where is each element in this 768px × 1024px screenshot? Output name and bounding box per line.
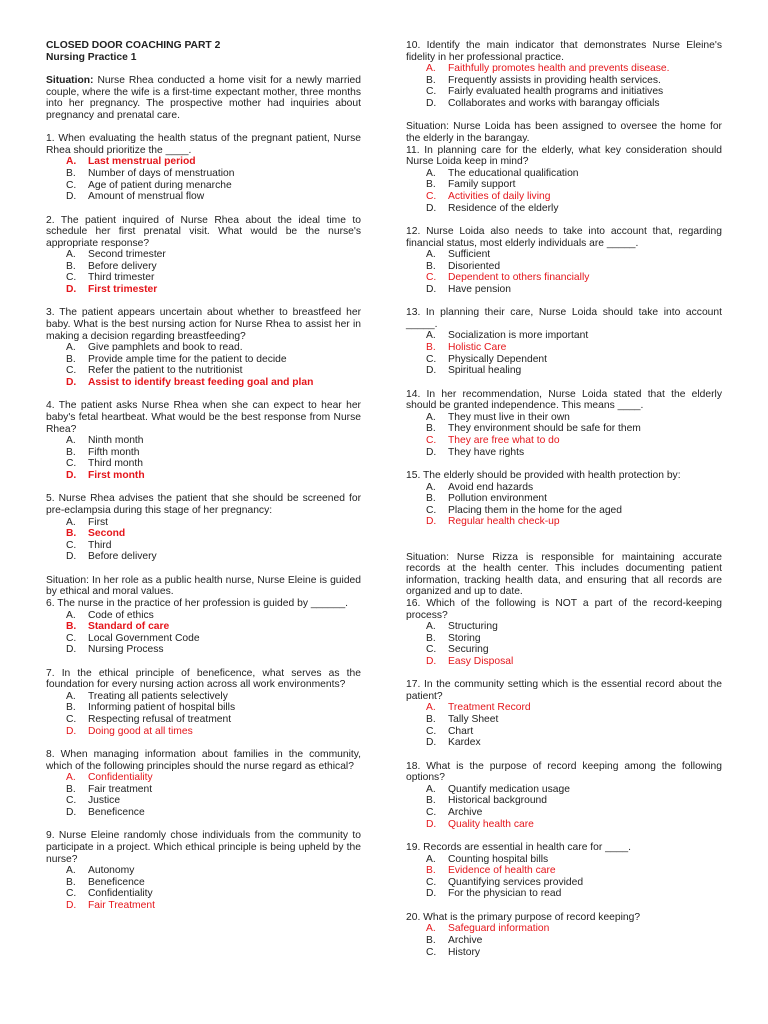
option-9a: A. Autonomy [66, 865, 135, 877]
option-18b: B. Historical background [426, 795, 548, 807]
option-16d: D. Easy Disposal [426, 655, 514, 667]
option-4d: D. First month [66, 469, 145, 481]
option-3b: B. Provide ample time for the patient to decide [66, 353, 287, 365]
question-15: 15. The elderly should be provided with health protection by: [406, 469, 681, 481]
option-8b: B. Fair treatment [66, 783, 153, 795]
option-10c: C. Fairly evaluated health programs and initiatives [426, 86, 664, 98]
option-13a: A. Socialization is more important [426, 330, 589, 342]
option-12b: B. Disoriented [426, 260, 501, 272]
option-15a: A. Avoid end hazards [426, 481, 534, 493]
option-19b: B. Evidence of health care [426, 865, 556, 877]
option-11b: B. Family support [426, 179, 516, 191]
option-17b: B. Tally Sheet [426, 714, 499, 726]
option-20c: C. History [426, 946, 481, 958]
option-5d: D. Before delivery [66, 551, 157, 563]
option-19a: A. Counting hospital bills [426, 853, 549, 865]
question-20: 20. What is the primary purpose of record keeping? [406, 911, 641, 923]
option-16c: C. Securing [426, 644, 489, 656]
option-9d: D. Fair Treatment [66, 899, 155, 911]
option-7a: A. Treating all patients selectively [66, 690, 228, 702]
option-2d: D. First trimester [66, 284, 158, 296]
option-11c: C. Activities of daily living [426, 190, 551, 202]
option-16a: A. Structuring [426, 621, 498, 633]
option-14d: D. They have rights [426, 446, 525, 458]
option-12a: A. Sufficient [426, 249, 491, 261]
situation-label: Situation: [46, 74, 94, 86]
question-17: 17. In the community setting which is the essential record about the patient? [406, 679, 722, 702]
option-5a: A. First [66, 516, 109, 528]
option-4a: A. Ninth month [66, 435, 144, 447]
option-9b: B. Beneficence [66, 876, 145, 888]
document-subtitle: Nursing Practice 1 [46, 51, 137, 63]
option-11d: D. Residence of the elderly [426, 202, 559, 214]
document-title: CLOSED DOOR COACHING PART 2 [46, 40, 221, 51]
question-2: 2. The patient inquired of Nurse Rhea about the ideal time to schedule her first prenatal visit. What would be the nurse's appropriate response? [46, 214, 361, 249]
option-13d: D. Spiritual healing [426, 365, 522, 377]
right-column [406, 40, 722, 958]
option-16b: B. Storing [426, 632, 481, 644]
option-4b: B. Fifth month [66, 446, 140, 458]
option-5c: C. Third [66, 539, 112, 551]
option-12d: D. Have pension [426, 283, 511, 295]
option-8c: C. Justice [66, 795, 121, 807]
question-4: 4. The patient asks Nurse Rhea when she can expect to hear her baby's fetal heartbeat. What would be the best response from Nurse Rhea? [46, 400, 361, 435]
option-10d: D. Collaborates and works with barangay officials [426, 97, 660, 109]
option-8d: D. Beneficence [66, 807, 145, 819]
question-1: 1. When evaluating the health status of the pregnant patient, Nurse Rhea should prioritize the ____. [46, 133, 361, 156]
option-7d: D. Doing good at all times [66, 725, 193, 737]
option-1d: D. Amount of menstrual flow [66, 191, 205, 203]
option-11a: A. The educational qualification [426, 167, 579, 179]
option-18a: A. Quantify medication usage [426, 783, 570, 795]
option-8a: A. Confidentiality [66, 772, 153, 784]
option-14c: C. They are free what to do [426, 435, 560, 446]
situation-3: Situation: Nurse Loida has been assigned to oversee the home for the elderly in the barangay. [406, 121, 722, 144]
option-6d: D. Nursing Process [66, 644, 164, 656]
option-1a: A. Last menstrual period [66, 156, 196, 168]
option-15c: C. Placing them in the home for the aged [426, 504, 623, 516]
situation-1 [46, 75, 361, 121]
option-20a: A. Safeguard information [426, 923, 550, 935]
situation-4: Situation: Nurse Rizza is responsible for maintaining accurate records at the health center. This includes documenting patient information, tracking health data, and ensuring that all records are organized and up to date. [406, 551, 722, 598]
option-9c: C. Confidentiality [66, 888, 153, 900]
option-10a: A. Faithfully promotes health and prevents disease. [426, 63, 670, 75]
question-5: 5. Nurse Rhea advises the patient that she should be screened for pre-eclampsia during this stage of her pregnancy: [46, 493, 361, 516]
option-5b: B. Second [66, 528, 126, 540]
question-10: 10. Identify the main indicator that demonstrates Nurse Eleine's fidelity in her professional practice. [406, 40, 722, 63]
option-2c: C. Third trimester [66, 272, 155, 284]
option-1c: C. Age of patient during menarche [66, 179, 232, 191]
option-18d: D. Quality health care [426, 818, 534, 830]
option-6b: B. Standard of care [66, 621, 170, 633]
option-14b: B. They environment should be safe for them [426, 423, 641, 435]
option-19d: D. For the physician to read [426, 888, 562, 900]
option-6a: A. Code of ethics [66, 609, 154, 621]
question-14: 14. In her recommendation, Nurse Loida stated that the elderly should be granted independence. This means ____. [406, 388, 722, 412]
question-18: 18. What is the purpose of record keeping among the following options? [406, 760, 722, 784]
option-15b: B. Pollution environment [426, 493, 548, 505]
question-3: 3. The patient appears uncertain about whether to breastfeed her baby. What is the best nursing action for Nurse Rhea to assist her in making a decision regarding breastfeeding? [46, 307, 361, 342]
option-15d: D. Regular health check-up [426, 516, 560, 528]
option-17c: C. Chart [426, 725, 474, 737]
left-column [46, 40, 361, 912]
option-3c: C. Refer the patient to the nutritionist [66, 365, 243, 377]
question-13: 13. In planning their care, Nurse Loida should take into account _____. [406, 307, 722, 330]
option-2b: B. Before delivery [66, 260, 157, 272]
option-2a: A. Second trimester [66, 249, 166, 261]
situation-text: Nurse Rhea conducted a home visit for a newly married couple, where the wife is a first-time expectant mother, three months into her pregnancy. The prospective mother had inquiries about pregnancy and prenatal care. [46, 74, 361, 121]
option-17d: D. Kardex [426, 737, 481, 749]
option-19c: C. Quantifying services provided [426, 876, 584, 888]
option-3d: D. Assist to identify breast feeding goal and plan [66, 377, 314, 389]
question-8: 8. When managing information about families in the community, which of the following principles should the nurse regard as ethical? [46, 749, 361, 772]
option-7b: B. Informing patient of hospital bills [66, 702, 236, 714]
option-13b: B. Holistic Care [426, 342, 507, 354]
option-1b: B. Number of days of menstruation [66, 167, 235, 179]
question-9: 9. Nurse Eleine randomly chose individuals from the community to participate in a project. Which ethical principle is being upheld by the nurse? [46, 830, 361, 865]
question-7: 7. In the ethical principle of beneficence, what serves as the foundation for every nursing action across all work environments? [46, 667, 361, 691]
situation-2: Situation: In her role as a public health nurse, Nurse Eleine is guided by ethical and moral values. [46, 574, 361, 598]
option-3a: A. Give pamphlets and book to read. [66, 342, 243, 354]
option-18c: C. Archive [426, 807, 483, 819]
question-11: 11. In planning care for the elderly, what key consideration should Nurse Loida keep in mind? [406, 144, 722, 168]
option-6c: C. Local Government Code [66, 632, 200, 644]
option-13c: C. Physically Dependent [426, 353, 548, 365]
option-4c: C. Third month [66, 458, 143, 470]
option-17a: A. Treatment Record [426, 702, 531, 714]
question-12: 12. Nurse Loida also needs to take into account that, regarding financial status, most elderly individuals are _____. [406, 225, 722, 249]
option-14a: A. They must live in their own [426, 411, 570, 423]
question-6: 6. The nurse in the practice of her profession is guided by ______. [46, 597, 349, 609]
option-12c: C. Dependent to others financially [426, 272, 590, 284]
option-7c: C. Respecting refusal of treatment [66, 714, 232, 726]
question-16: 16. Which of the following is NOT a part of the record-keeping process? [406, 597, 722, 621]
option-20b: B. Archive [426, 934, 483, 946]
option-10b: B. Frequently assists in providing health services. [426, 74, 661, 86]
question-19: 19. Records are essential in health care for ____. [406, 842, 631, 853]
